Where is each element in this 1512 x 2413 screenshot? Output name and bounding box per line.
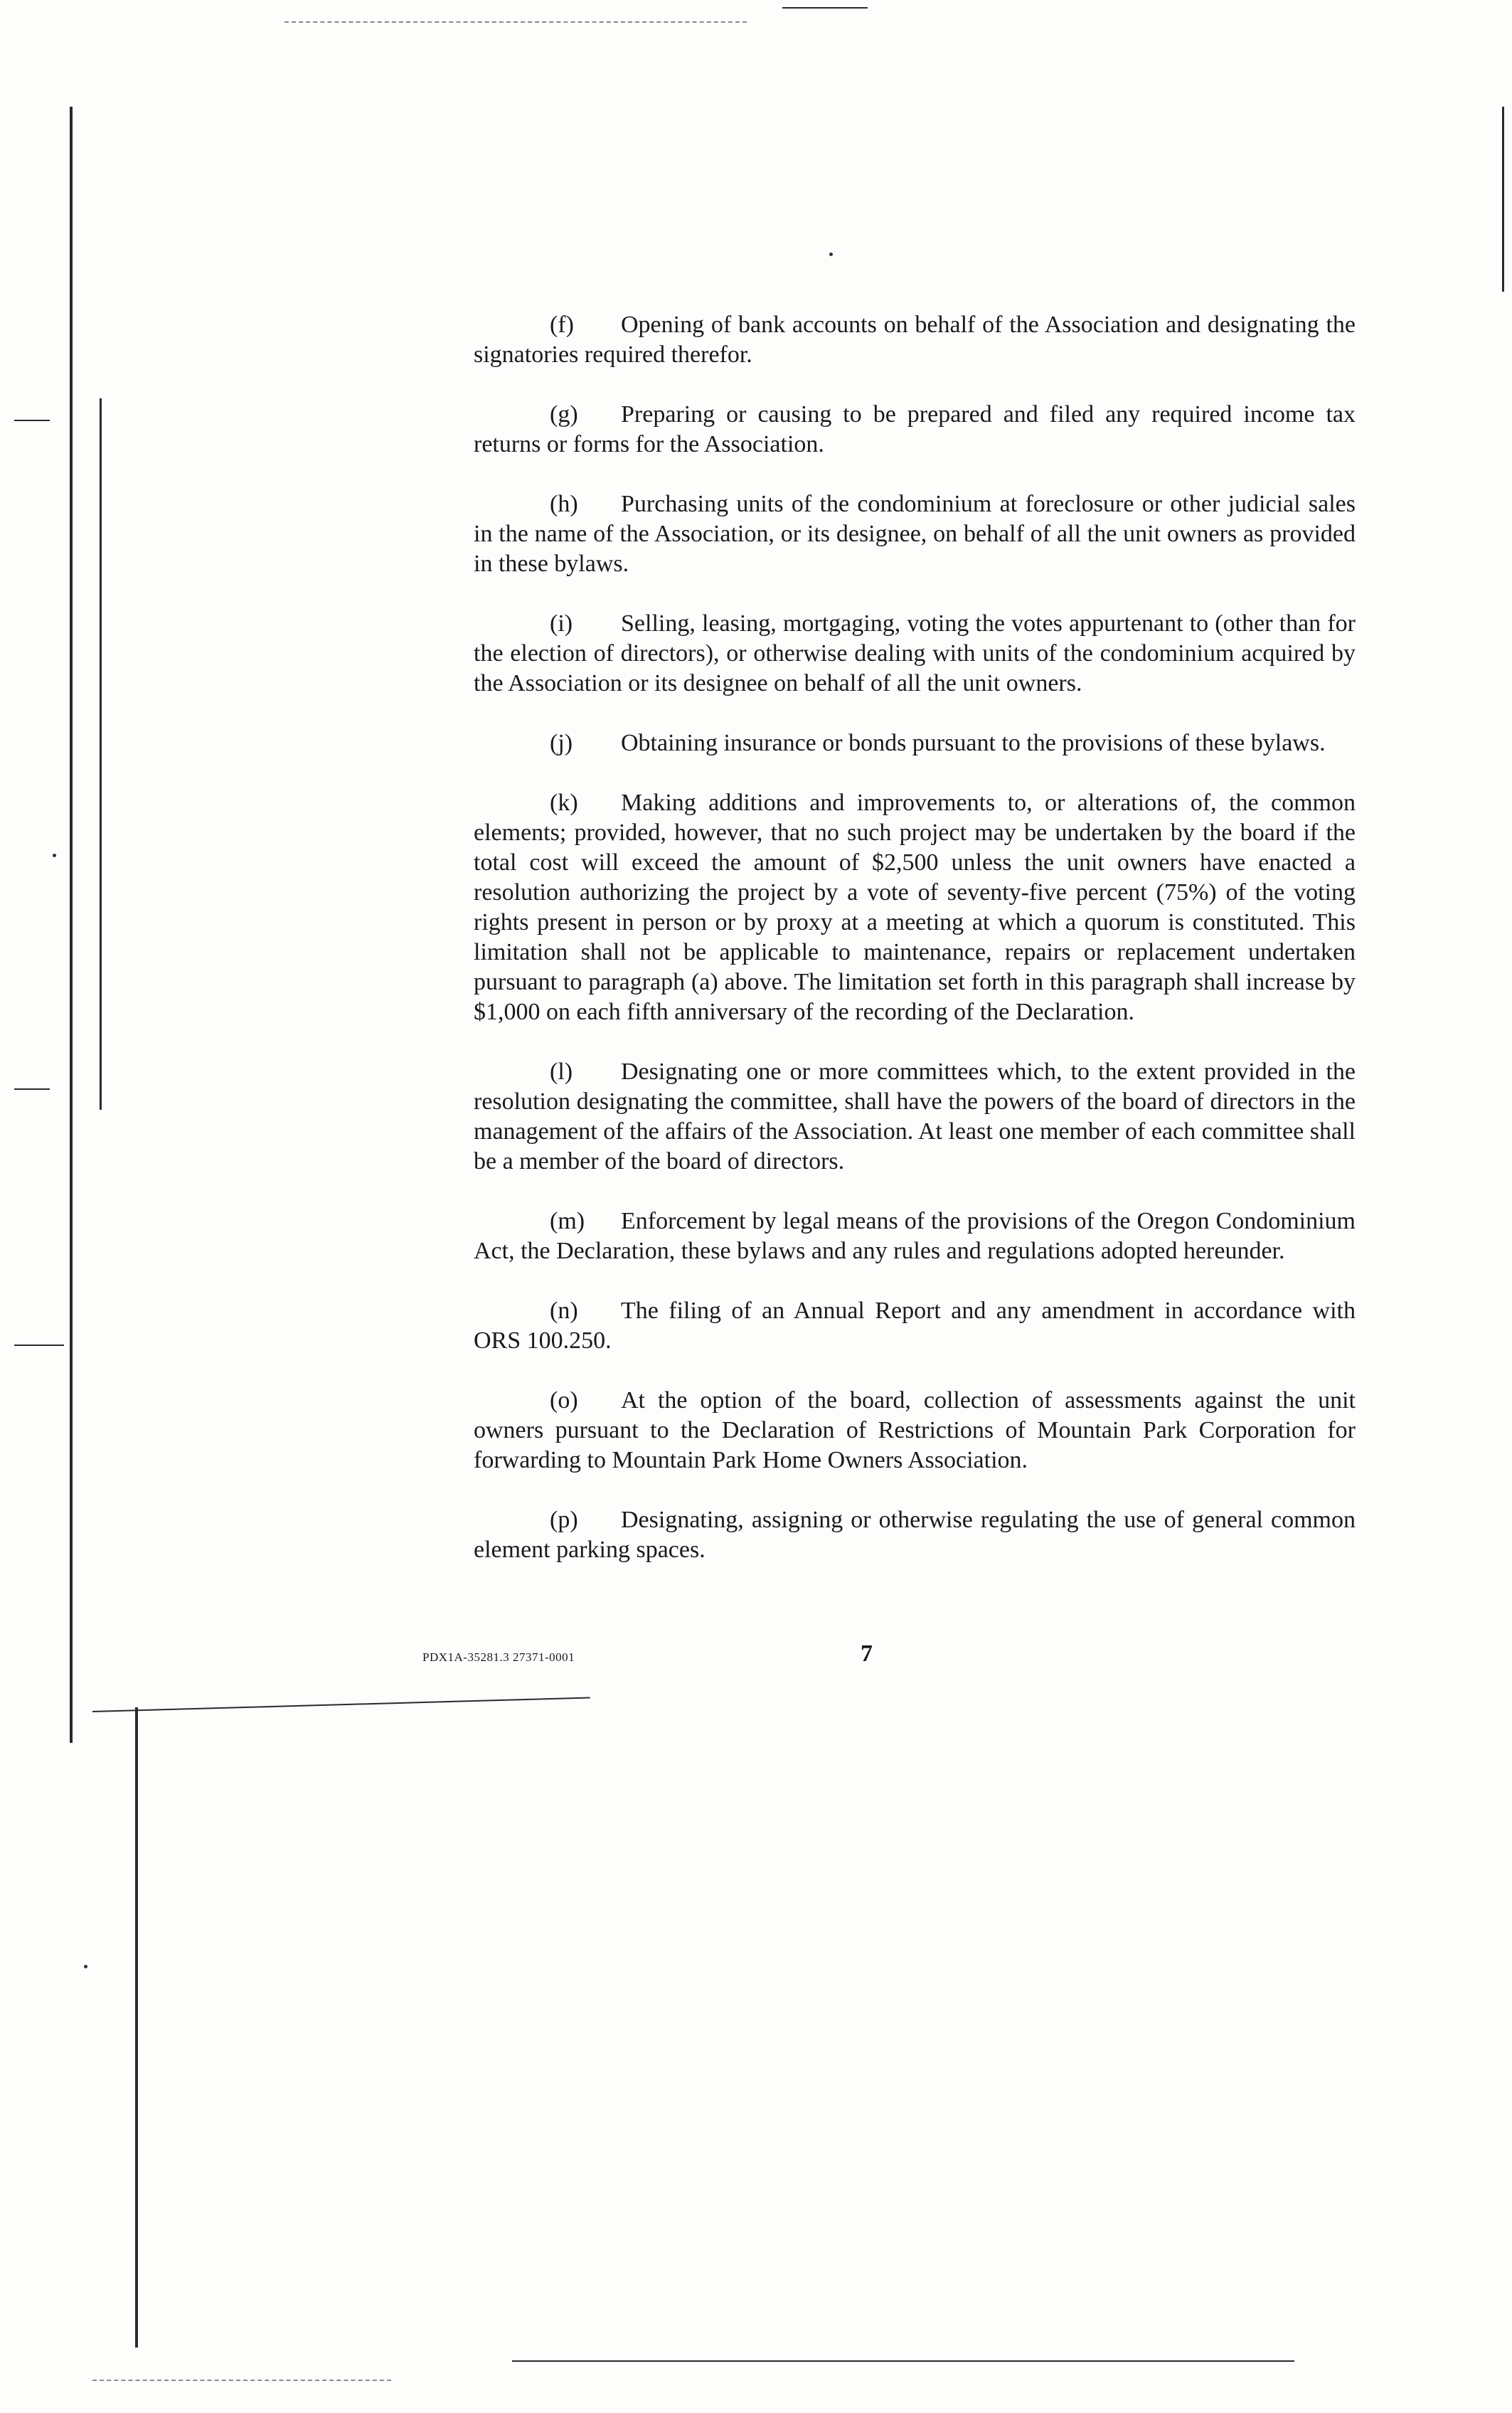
paragraph-text: Preparing or causing to be prepared and filed any required income tax returns or forms for the Association. bbox=[474, 401, 1356, 457]
paragraph-text: Making additions and improvements to, or alterations of, the common elements; provided, however, that no such project may be undertaken by the board if the total cost will exceed the amount of $2,500 unless the unit owners have enacted a resolution authorizing the project by a vote of seventy-five percent (75%) of the voting rights present in person or by proxy at a meeting at which a quorum is constituted. This limitation shall not be applicable to maintenance, repairs or replacement undertaken pursuant to paragraph (a) above. The limitation set forth in this paragraph shall increase by $1,000 on each fifth anniversary of the recording of the Declaration. bbox=[474, 790, 1356, 1025]
paragraph-f bbox=[474, 310, 1356, 370]
paragraph-h bbox=[474, 489, 1356, 579]
paragraph-label: (l) bbox=[550, 1059, 573, 1085]
scan-speck bbox=[829, 253, 833, 256]
scan-right-edge bbox=[1502, 107, 1504, 292]
paragraph-label: (f) bbox=[550, 312, 574, 338]
paragraph-text: The filing of an Annual Report and any amendment in accordance with ORS 100.250. bbox=[474, 1298, 1356, 1354]
page-number: 7 bbox=[861, 1640, 873, 1667]
scan-left-mark-3 bbox=[14, 1345, 64, 1346]
paragraph-text: Obtaining insurance or bonds pursuant to the provisions of these bylaws. bbox=[621, 730, 1326, 756]
scan-speck bbox=[53, 854, 56, 857]
paragraph-g bbox=[474, 400, 1356, 460]
scan-speck bbox=[84, 1965, 87, 1968]
paragraph-p bbox=[474, 1505, 1356, 1565]
scan-bottom-dashes bbox=[92, 2380, 391, 2381]
paragraph-l bbox=[474, 1057, 1356, 1177]
paragraph-i bbox=[474, 609, 1356, 699]
bylaws-body bbox=[474, 310, 1356, 1595]
paragraph-label: (n) bbox=[550, 1298, 578, 1324]
paragraph-m bbox=[474, 1206, 1356, 1266]
paragraph-label: (i) bbox=[550, 610, 573, 637]
paragraph-n bbox=[474, 1296, 1356, 1356]
paragraph-j bbox=[474, 728, 1356, 758]
scan-left-border-line-lower bbox=[135, 1707, 138, 2348]
scan-left-border-line bbox=[70, 107, 73, 1743]
scan-top-dashes bbox=[284, 21, 747, 23]
paragraph-o bbox=[474, 1386, 1356, 1475]
scan-bottom-rule bbox=[512, 2360, 1294, 2362]
paragraph-label: (p) bbox=[550, 1507, 578, 1533]
paragraph-label: (g) bbox=[550, 401, 578, 428]
paragraph-label: (h) bbox=[550, 491, 578, 517]
paragraph-text: Designating one or more committees which, to the extent provided in the resolution designating the committee, shall have the powers of the board of directors in the management of the affairs of the Association. At least one member of each committee shall be a member of the board of directors. bbox=[474, 1059, 1356, 1174]
paragraph-text: Opening of bank accounts on behalf of the Association and designating the signatories required therefor. bbox=[474, 312, 1356, 368]
document-footer-code: PDX1A-35281.3 27371-0001 bbox=[422, 1650, 575, 1664]
paragraph-text: Enforcement by legal means of the provisions of the Oregon Condominium Act, the Declaration, these bylaws and any rules and regulations adopted hereunder. bbox=[474, 1208, 1356, 1264]
scan-left-mark-2 bbox=[14, 1088, 50, 1090]
scan-footer-rule bbox=[92, 1697, 590, 1712]
paragraph-label: (k) bbox=[550, 790, 578, 816]
paragraph-label: (o) bbox=[550, 1387, 578, 1414]
scan-left-mark bbox=[14, 420, 50, 421]
paragraph-text: Designating, assigning or otherwise regulating the use of general common element parking spaces. bbox=[474, 1507, 1356, 1563]
scan-top-edge bbox=[782, 7, 868, 9]
scan-left-tick bbox=[100, 398, 102, 1110]
paragraph-label: (m) bbox=[550, 1208, 585, 1234]
paragraph-text: Selling, leasing, mortgaging, voting the votes appurtenant to (other than for the election of directors), or otherwise dealing with units of the condominium acquired by the Association or its designee on behalf of all the unit owners. bbox=[474, 610, 1356, 696]
paragraph-k bbox=[474, 788, 1356, 1027]
paragraph-text: Purchasing units of the condominium at foreclosure or other judicial sales in the name of the Association, or its designee, on behalf of all the unit owners as provided in these bylaws. bbox=[474, 491, 1356, 577]
paragraph-label: (j) bbox=[550, 730, 573, 756]
paragraph-text: At the option of the board, collection of assessments against the unit owners pursuant to the Declaration of Restrictions of Mountain Park Corporation for forwarding to Mountain Park Home Owners Association. bbox=[474, 1387, 1356, 1473]
